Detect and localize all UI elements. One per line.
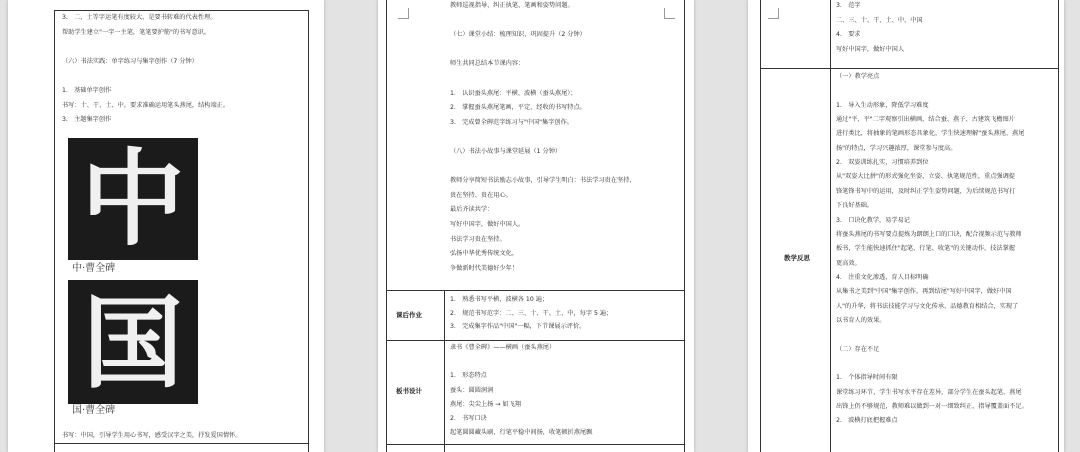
reflection-line: 扬"的特点，学习兴趣浓厚，课堂参与度高。 [836,144,957,152]
text-line: 书法学习贵在坚持。 [450,235,506,243]
reflection-line: 课堂练习环节，学生书写水平存在差异，部分学生在蚕头起笔、燕尾 [836,388,1022,396]
text-line: 最后齐读共学： [450,206,494,214]
text-line: 1. 认识蚕头燕尾：平横、波横（蚕头燕尾）； [450,89,577,97]
teaching-reflection-label: 教学反思 [784,254,810,262]
board-line: 起笔圆圆藏头刷，行笔平稳中间扬，收笔顿折燕尾飘 [450,429,593,437]
reflection-line: 4. 注重文化渗透，育人目标明确 [836,273,929,281]
text-line: （七）课堂小结：梳理知识，巩固提升（2 分钟） [450,31,586,39]
document-page-1 [8,0,324,452]
table-row-divider [386,290,685,291]
text-line: 2. 掌握蚕头燕尾笔画，平定、经收的书写特点。 [450,104,586,112]
reflection-line: 更高效。 [836,259,861,267]
text-line: 写好中国字，做好中国人。 [450,221,525,228]
reflection-line: （一）教学亮点 [836,73,880,80]
text-line: 教师分享简短书法励志小故事，引导学生明白：书法学习贵在坚持， [450,177,636,185]
homework-line: 3. 完成集字作品"中国"一幅，下节课展示评价。 [450,323,586,330]
text-line: 争做新时代美德好少年！ [450,264,519,272]
text-line: 3. 主题集字创作 [62,116,112,124]
board-line: 隶书《曹全碑》——横画（蚕头燕尾） [450,344,556,351]
text-line: 教师巡视指导，纠正执笔、笔画和姿势问题。 [450,2,574,9]
text-line: 贵在坚持、贵在用心。 [450,191,512,199]
text-line: 帮助学生建立"一字一主笔，笔笔要护筋"的书写意识。 [62,28,211,36]
text-line: （八）书法小故事与课堂延展（1 分钟） [450,148,562,155]
reflection-line: 1. 个体指导时间有限 [836,374,898,382]
reflection-line: 通过"平、平"二字观察引出横画，结合蚕、燕子、古建筑飞檐图片 [836,116,1015,124]
board-design-label: 板书设计 [396,387,422,395]
homework-label: 课后作业 [396,311,422,319]
reflection-line: 锋笔锋书写中的运用，及时纠正学生姿势问题，为后续规范书写打 [836,187,1016,195]
board-line: 2. 书写口诀 [450,415,487,422]
table-right-border [684,0,685,452]
calligraphy-image-guo [68,280,198,404]
reflection-line: 板书，学生能快速抓住"起笔、行笔、收笔"的关键动作，技法掌握 [836,245,1015,253]
calligraphy-image-zhong [68,138,198,260]
text-line: 3. 范字 [836,2,861,9]
homework-line: 2. 规范书写范字：二、三、十、干、土、中，每字 5 遍； [450,309,613,317]
table-row-divider [386,340,685,341]
table-label-column-border [444,290,445,452]
reflection-line: 将蚕头燕尾的书写要点提炼为朗朗上口的口诀，配合视频示范与教师 [836,230,1022,238]
reflection-line: （二）存在不足 [836,345,880,353]
board-line: 1. 形态特点 [450,372,487,380]
reflection-line: 2. 双姿训练扎实，习惯培养到位 [836,159,929,167]
image-caption-guo: 国·曹全碑 [72,405,116,416]
table-left-border [54,10,55,452]
table-left-border [386,0,387,452]
text-line: 3. 二、土等字运笔有度较大，是要书转难的代表性理。 [62,14,217,21]
table-bottom-border [54,443,309,444]
table-right-border [308,10,309,452]
text-line: （六）书法实践：单字练习与集字创作（7 分钟） [62,57,198,65]
image-caption-zhong: 中·曹全碑 [72,263,116,274]
reflection-line: 人"的升华，将书法技能学习与文化传承、品德教育相结合，实现了 [836,302,1019,310]
document-page-3 [748,0,1064,452]
text-line: 3. 完成曾全碑范字练习与"中国"集字创作。 [450,118,573,126]
homework-line: 1. 熟悉书写平横，波横各 10 遍； [450,296,549,303]
reflection-line: 2. 波横打底把握难点 [836,417,898,425]
reflection-line: 以书育人的效果。 [836,316,886,324]
guo-glyph: 国 [83,284,183,402]
reflection-line: 从集书之美到"中国"集字创作，再到结尾"写好中国字，做好中国 [836,288,1012,296]
reflection-line: 3. 口诀化教学，易学易记 [836,216,910,224]
text-line: 1. 基础单字创作 [62,87,112,94]
table-top-border [54,10,309,11]
reflection-line: 出锋上仍不够规范，教师难以做到一对一细致纠正，指导覆盖面不足。 [836,403,1028,411]
crop-mark [664,8,675,19]
board-line: 蚕头：圆圆润润 [450,386,494,394]
reflection-line: 1. 导入生动形象，降低学习难度 [836,101,929,109]
zhong-glyph: 中 [80,138,185,260]
text-line: 写好中国字，做好中国人 [836,45,905,53]
crop-mark [398,8,409,19]
table-row-divider [760,68,1059,69]
text-line: 弘扬中华优秀传统文化， [450,250,519,258]
text-line: 4. 要求 [836,31,861,39]
text-line: 二、三、十、干、土、中、中国 [836,16,923,24]
text-line: 书写：十、干、土、中，要求准确运用笔头燕尾，结构端正。 [62,101,230,109]
reflection-line: 从"双姿大比拼"的形式强化坐姿、立姿、执笔规范性，重点强调提 [836,173,1015,181]
board-line: 燕尾：尖尖上扬 → 如飞翔 [450,400,521,408]
table-bottom-border [386,444,685,445]
text-line: 师生共同总结本节课内容： [450,60,525,68]
reflection-line: 下良好基础。 [836,202,874,210]
reflection-line: 进行类比，将抽象的笔画形态具象化，学生快速理解"蚕头燕尾、燕尾 [836,130,1025,138]
page1-footer-text: 书写：中国，引导学生用心书写，感受汉字之美，抒发爱国情怀。 [62,432,242,439]
crop-mark [768,8,779,19]
document-page-2 [378,0,694,452]
